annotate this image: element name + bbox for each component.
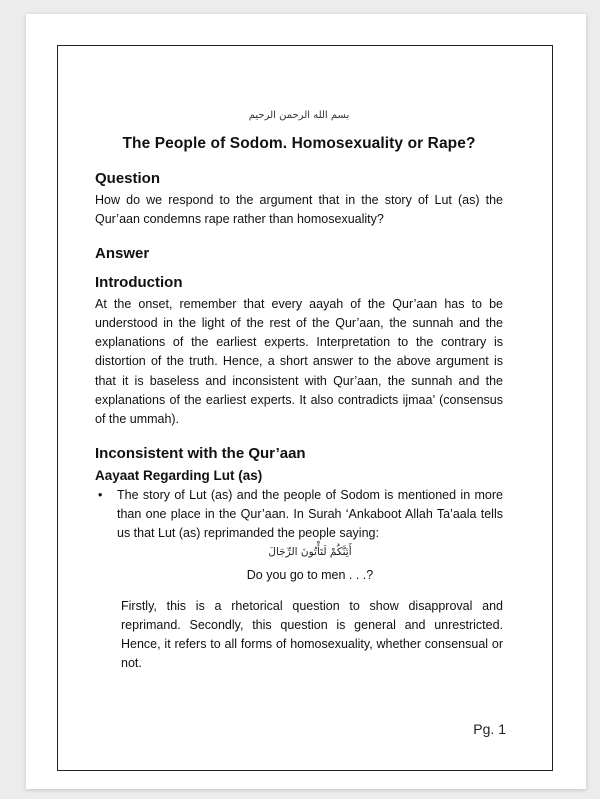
arabic-verse: أَئِنَّكُمْ لَتَأْتُونَ الرِّجَالَ: [268, 545, 352, 558]
bullet-text: The story of Lut (as) and the people of Sodom is mentioned in more than one place in the Qur’aan. In Surah ‘Ankaboot Allah Ta’aala tells us that Lut (as) reprimanded the people saying:: [117, 487, 503, 541]
aayaat-heading: Aayaat Regarding Lut (as): [95, 467, 263, 483]
answer-heading: Answer: [95, 244, 150, 262]
question-heading: Question: [95, 170, 161, 187]
verse-translation: Do you go to men . . .?: [246, 567, 374, 582]
introduction-heading: Introduction: [95, 273, 183, 291]
explanation-text: Firstly, this is a rhetorical question to show disapproval and reprimand. Secondly, this question is general and unrestricted. Hence, it refers to all forms of homosexuality, whether consensual or not.: [121, 598, 503, 671]
introduction-text: At the onset, remember that every aayah of the Qur’aan has to be understood in the light of the rest of the Qur’aan, the sunnah and the explanations of the earliest experts. Interpretation to the contrary is distortion of the truth. Hence, a short answer to the above argument is that it is baseless and inconsistent with Qur’aan, the sunnah and the explanations of the earliest experts. It also contradicts ijmaa’ (consensus of the ummah).: [95, 296, 503, 427]
document-title: The People of Sodom. Homosexuality or Rape?: [122, 135, 476, 152]
inconsistent-heading: Inconsistent with the Qur’aan: [95, 444, 306, 462]
document-page: [26, 14, 586, 789]
page-number: Pg. 1: [473, 721, 506, 737]
page-content: [95, 110, 503, 674]
bullet-icon: •: [98, 487, 103, 502]
question-text: How do we respond to the argument that in the story of Lut (as) the Qur’aan condemns rape rather than homosexuality?: [95, 193, 503, 227]
bullet-item: [95, 486, 503, 544]
bismillah-text: بسم الله الرحمن الرحيم: [248, 110, 350, 121]
